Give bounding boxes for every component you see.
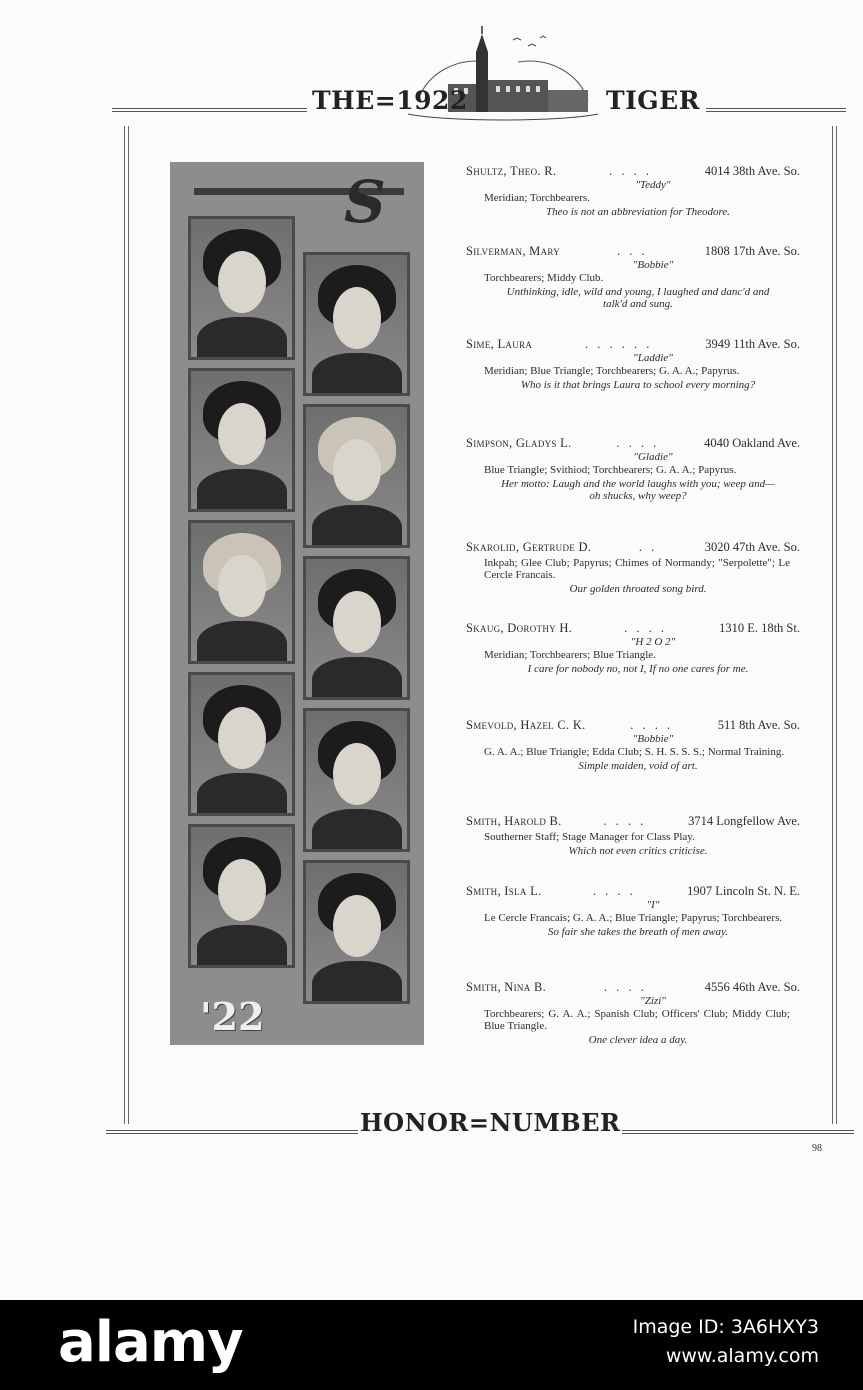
student-address: 1907 Lincoln St. N. E.: [687, 884, 800, 898]
student-entry: [466, 814, 800, 857]
student-nickname: "I": [646, 899, 660, 911]
student-nickname: "H 2 O 2": [630, 636, 676, 648]
student-name: Simpson, Gladys L.: [466, 436, 572, 450]
student-activities: Inkpah; Glee Club; Papyrus; Chimes of Normandy; "Serpolette"; Le Cercle Francais.: [484, 557, 790, 581]
student-name: Smith, Harold B.: [466, 814, 562, 828]
student-entry: [466, 884, 800, 938]
student-quote: Who is it that brings Laura to school every morning?: [520, 379, 756, 391]
portrait-photo: [188, 216, 295, 360]
student-address: 4040 Oakland Ave.: [704, 436, 800, 450]
student-quote: Our golden throated song bird.: [569, 583, 707, 595]
student-quote: I care for nobody no, not I, If no one cares for me.: [527, 663, 749, 675]
portrait-photo: [303, 708, 410, 852]
student-activities: Meridian; Torchbearers.: [484, 192, 590, 204]
student-quote: Theo is not an abbreviation for Theodore.: [545, 206, 731, 218]
student-entry: [466, 980, 800, 1046]
student-activities: Blue Triangle; Svithiod; Torchbearers; G. A. A.; Papyrus.: [484, 464, 737, 476]
student-address: 4556 46th Ave. So.: [704, 980, 800, 994]
student-entry: [466, 540, 800, 595]
leader-dots: . . . .: [616, 436, 660, 450]
watermark-site: www.alamy.com: [665, 1345, 819, 1367]
student-entry: [466, 244, 800, 310]
strip-year-label: '22: [200, 994, 265, 1039]
student-entry: [466, 164, 800, 218]
portrait-photo: [303, 860, 410, 1004]
student-quote: Simple maiden, void of art.: [578, 760, 698, 772]
frame-right-rule: [832, 126, 837, 1124]
page-number: 98: [812, 1143, 822, 1154]
student-address: 3714 Longfellow Ave.: [688, 814, 800, 828]
student-quote: Unthinking, idle, wild and young, I laughed and danc'd and talk'd and sung.: [506, 286, 770, 310]
footer-title: HONOR=NUMBER: [360, 1108, 621, 1137]
section-letter: S: [344, 168, 386, 236]
header-rule-left: [112, 108, 307, 112]
student-name: Smevold, Hazel C. K.: [466, 718, 586, 732]
student-nickname: "Bobbie": [632, 733, 674, 745]
student-activities: Meridian; Torchbearers; Blue Triangle.: [484, 649, 656, 661]
student-name: Silverman, Mary: [466, 244, 560, 258]
student-quote: So fair she takes the breath of men away.: [547, 926, 729, 938]
student-address: 511 8th Ave. So.: [717, 718, 800, 732]
footer-rule-left: [106, 1130, 358, 1134]
student-nickname: "Zizi": [640, 995, 666, 1007]
leader-dots: . . . .: [609, 164, 652, 178]
leader-dots: . . . .: [603, 814, 647, 828]
header-title-left: THE=1922: [312, 86, 468, 115]
leader-dots: . . . .: [630, 718, 674, 732]
student-nickname: "Bobbie": [632, 259, 674, 271]
student-address: 4014 38th Ave. So.: [704, 164, 800, 178]
photo-strip: [170, 162, 424, 1045]
student-entry: [466, 337, 800, 391]
student-activities: Torchbearers; G. A. A.; Spanish Club; Officers' Club; Middy Club; Blue Triangle.: [484, 1008, 790, 1032]
student-activities: Le Cercle Francais; G. A. A.; Blue Triangle; Papyrus; Torchbearers.: [484, 912, 783, 924]
portrait-photo: [303, 404, 410, 548]
student-quote: One clever idea a day.: [588, 1034, 688, 1046]
student-nickname: "Gladie": [633, 451, 673, 463]
footer-rule-right: [622, 1130, 854, 1134]
student-activities: G. A. A.; Blue Triangle; Edda Club; S. H. S. S. S.; Normal Training.: [484, 746, 785, 758]
student-entry: [466, 436, 800, 502]
portrait-photo: [188, 672, 295, 816]
student-name: Smith, Isla L.: [466, 884, 542, 898]
student-name: Sime, Laura: [466, 337, 533, 351]
student-address: 3020 47th Ave. So.: [704, 540, 800, 554]
student-entry: [466, 718, 800, 772]
portrait-photo: [303, 252, 410, 396]
leader-dots: . . . .: [624, 621, 668, 635]
leader-dots: . . .: [617, 244, 648, 258]
watermark-image-id: Image ID: 3A6HXY3: [632, 1316, 819, 1338]
student-address: 1808 17th Ave. So.: [704, 244, 800, 258]
student-activities: Torchbearers; Middy Club.: [484, 272, 604, 284]
leader-dots: . . . .: [603, 980, 647, 994]
student-address: 1310 E. 18th St.: [719, 621, 800, 635]
student-name: Shultz, Theo. R.: [466, 164, 557, 178]
student-quote: Which not even critics criticise.: [568, 845, 708, 857]
portrait-photo: [188, 824, 295, 968]
student-activities: Meridian; Blue Triangle; Torchbearers; G. A. A.; Papyrus.: [484, 365, 740, 377]
frame-left-rule: [124, 126, 129, 1124]
student-activities: Southerner Staff; Stage Manager for Class Play.: [484, 831, 695, 843]
student-name: Smith, Nina B.: [466, 980, 547, 994]
student-address: 3949 11th Ave. So.: [705, 337, 800, 351]
student-quote: Her motto: Laugh and the world laughs with you; weep and—oh shucks, why weep?: [501, 478, 775, 502]
student-entry: [466, 621, 800, 675]
header-title-right: TIGER: [606, 86, 700, 115]
watermark-logo: alamy: [58, 1310, 243, 1375]
student-name: Skarolid, Gertrude D.: [466, 540, 592, 554]
leader-dots: . . . .: [592, 884, 636, 898]
student-nickname: "Teddy": [635, 179, 671, 191]
leader-dots: . . . . . .: [584, 337, 653, 351]
watermark-info: [633, 1313, 819, 1371]
student-name: Skaug, Dorothy H.: [466, 621, 573, 635]
portrait-photo: [188, 520, 295, 664]
portrait-photo: [188, 368, 295, 512]
portrait-photo: [303, 556, 410, 700]
student-nickname: "Laddie": [633, 352, 673, 364]
header-rule-right: [706, 108, 846, 112]
leader-dots: . .: [638, 540, 658, 554]
